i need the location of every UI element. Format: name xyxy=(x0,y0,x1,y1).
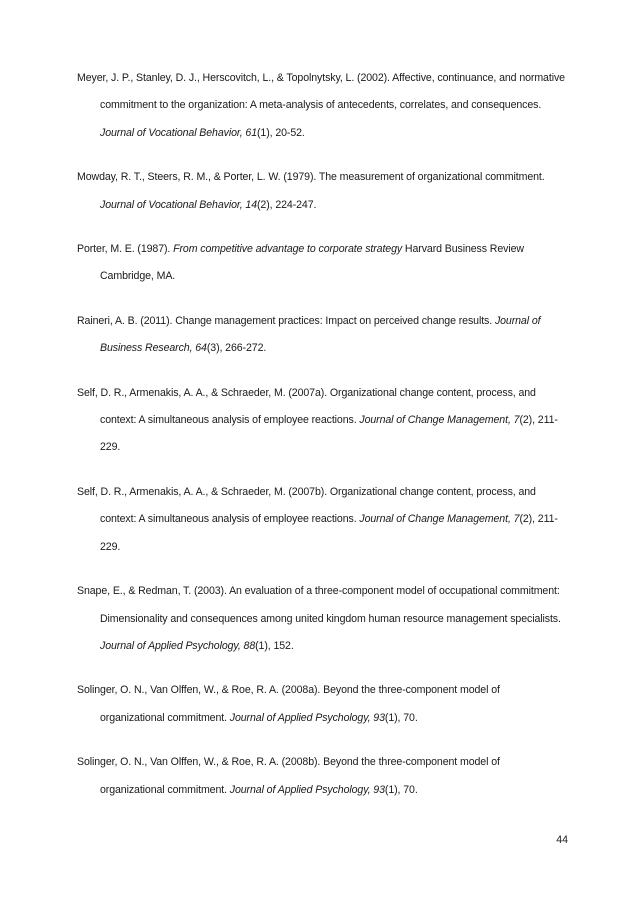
reference-entry xyxy=(77,380,567,462)
reference-text: Solinger, O. N., Van Olffen, W., & Roe, R. A. (2008b). Beyond the three-component model of organizational commitment. xyxy=(77,756,500,796)
reference-entry xyxy=(77,578,567,660)
reference-locator: (1), 70. xyxy=(384,711,418,724)
reference-source: Journal of Applied Psychology, 88 xyxy=(100,639,256,652)
reference-text: Meyer, J. P., Stanley, D. J., Herscovitch, L., & Topolnytsky, L. (2002). Affective, continuance, and normative commitment to the organization: A meta-analysis of antecedents, correlates, and consequences. xyxy=(77,72,565,112)
reference-text: Porter, M. E. (1987). xyxy=(77,243,174,256)
reference-locator: (1), 70. xyxy=(384,783,418,796)
reference-entry xyxy=(77,164,567,219)
reference-text: Raineri, A. B. (2011). Change management practices: Impact on perceived change results. xyxy=(77,314,495,327)
reference-locator: (2), 211-229. xyxy=(100,513,558,553)
reference-locator: (2), 224-247. xyxy=(257,198,317,211)
reference-entry xyxy=(77,749,567,804)
reference-entry xyxy=(77,479,567,561)
reference-locator: (1), 152. xyxy=(255,639,294,652)
reference-locator: (3), 266-272. xyxy=(206,342,267,355)
reference-source: Journal of Business Research, 64 xyxy=(100,314,541,355)
reference-locator: Harvard Business Review Cambridge, MA. xyxy=(100,243,524,283)
reference-locator: (2), 211-229. xyxy=(100,414,558,454)
reference-entry xyxy=(77,308,567,363)
reference-entry xyxy=(77,65,567,147)
reference-locator: (1), 20-52. xyxy=(257,126,305,139)
reference-text: Self, D. R., Armenakis, A. A., & Schraeder, M. (2007a). Organizational change content, process, and context: A simultaneous analysis of employee reactions. xyxy=(77,386,536,427)
reference-source: From competitive advantage to corporate strategy xyxy=(173,243,403,256)
reference-source: Journal of Change Management, 7 xyxy=(359,414,520,427)
reference-text: Solinger, O. N., Van Olffen, W., & Roe, R. A. (2008a). Beyond the three-component model of organizational commitment. xyxy=(77,684,500,724)
reference-text: Self, D. R., Armenakis, A. A., & Schraeder, M. (2007b). Organizational change content, process, and context: A simultaneous analysis of employee reactions. xyxy=(77,485,536,526)
reference-text: Snape, E., & Redman, T. (2003). An evaluation of a three-component model of occupational commitment: Dimensionality and consequences among united kingdom human resource management specialists. xyxy=(77,585,561,625)
reference-source: Journal of Applied Psychology, 93 xyxy=(229,711,385,724)
reference-source: Journal of Vocational Behavior, 61 xyxy=(100,126,257,139)
reference-source: Journal of Change Management, 7 xyxy=(359,513,520,526)
reference-source: Journal of Applied Psychology, 93 xyxy=(229,783,385,796)
page-number: 44 xyxy=(556,834,568,846)
reference-source: Journal of Vocational Behavior, 14 xyxy=(100,198,257,211)
reference-entry xyxy=(77,236,567,291)
reference-list xyxy=(77,65,567,821)
reference-entry xyxy=(77,677,567,732)
reference-text: Mowday, R. T., Steers, R. M., & Porter, L. W. (1979). The measurement of organizational commitment. xyxy=(77,171,545,184)
